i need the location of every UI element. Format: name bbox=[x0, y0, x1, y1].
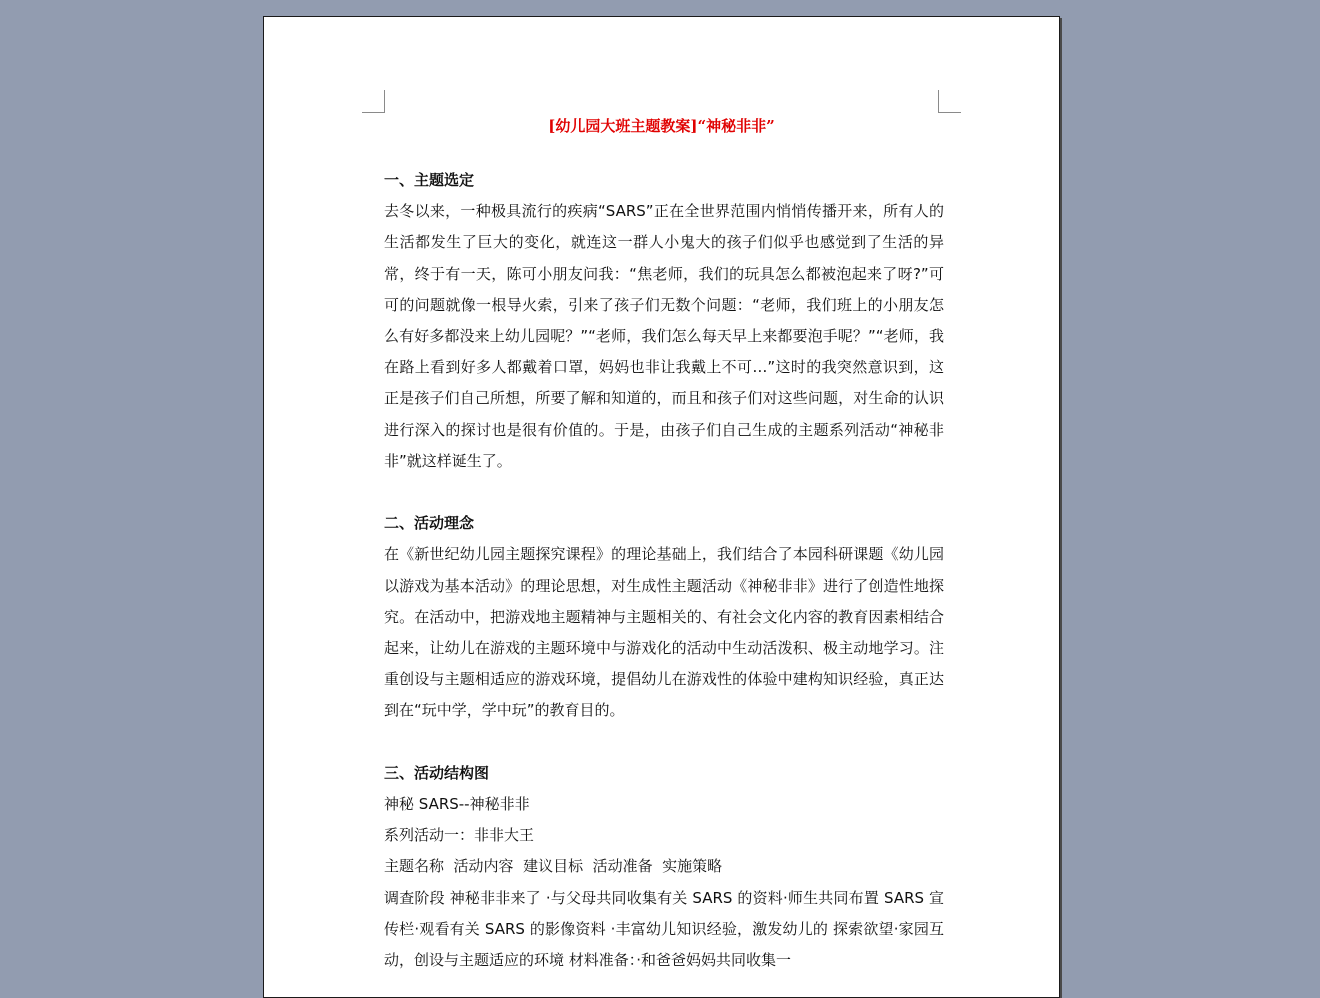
section-paragraph-1: 去冬以来，一种极具流行的疾病“SARS”正在全世界范围内悄悄传播开来，所有人的生活都发生了巨大的变化，就连这一群人小鬼大的孩子们似乎也感觉到了生活的异常，终于有一天，陈可小朋友问我：“焦老师，我们的玩具怎么都被泡起来了呀?”可可的问题就像一根导火索，引来了孩子们无数个问题：“老师，我们班上的小朋友怎么有好多都没来上幼儿园呢？”“老师，我们怎么每天早上来都要泡手呢？”“老师，我在路上看到好多人都戴着口罩，妈妈也非让我戴上不可…”这时的我突然意识到，这正是孩子们自己所想，所要了解和知道的，而且和孩子们对这些问题，对生命的认识进行深入的探讨也是很有价值的。于是，由孩子们自己生成的主题系列活动“神秘非非”就这样诞生了。 bbox=[384, 202, 944, 470]
structure-line: 主题名称 活动内容 建议目标 活动准备 实施策略 bbox=[384, 857, 723, 876]
page-margin-corner-top-right bbox=[938, 90, 961, 113]
paragraph-spacer bbox=[384, 477, 944, 508]
document-page bbox=[263, 16, 1060, 998]
page-margin-corner-top-left bbox=[362, 90, 385, 113]
section-heading-3: 三、活动结构图 bbox=[384, 763, 490, 782]
structure-line: 系列活动一：非非大王 bbox=[384, 826, 535, 845]
document-body bbox=[384, 165, 944, 976]
paragraph-spacer bbox=[384, 727, 944, 758]
document-title: [幼儿园大班主题教案]“神秘非非” bbox=[548, 117, 775, 135]
section-heading-2: 二、活动理念 bbox=[384, 514, 475, 533]
structure-line: 调查阶段 神秘非非来了 ·与父母共同收集有关 SARS 的资料·师生共同布置 SARS 宣传栏·观看有关 SARS 的影像资料 ·丰富幼儿知识经验，激发幼儿的 探索欲望·家园互动，创设与主题适应的环境 材料准备：·和爸爸妈妈共同收集一 bbox=[384, 888, 944, 970]
structure-line: 神秘 SARS--神秘非非 bbox=[384, 795, 530, 814]
section-heading-1: 一、主题选定 bbox=[384, 171, 475, 189]
section-paragraph-2: 在《新世纪幼儿园主题探究课程》的理论基础上，我们结合了本园科研课题《幼儿园以游戏为基本活动》的理论思想，对生成性主题活动《神秘非非》进行了创造性地探究。在活动中，把游戏地主题精神与主题相关的、有社会文化内容的教育因素相结合起来，让幼儿在游戏的主题环境中与游戏化的活动中生动活泼积、极主动地学习。注重创设与主题相适应的游戏环境，提倡幼儿在游戏性的体验中建构知识经验，真正达到在“玩中学，学中玩”的教育目的。 bbox=[384, 545, 944, 720]
